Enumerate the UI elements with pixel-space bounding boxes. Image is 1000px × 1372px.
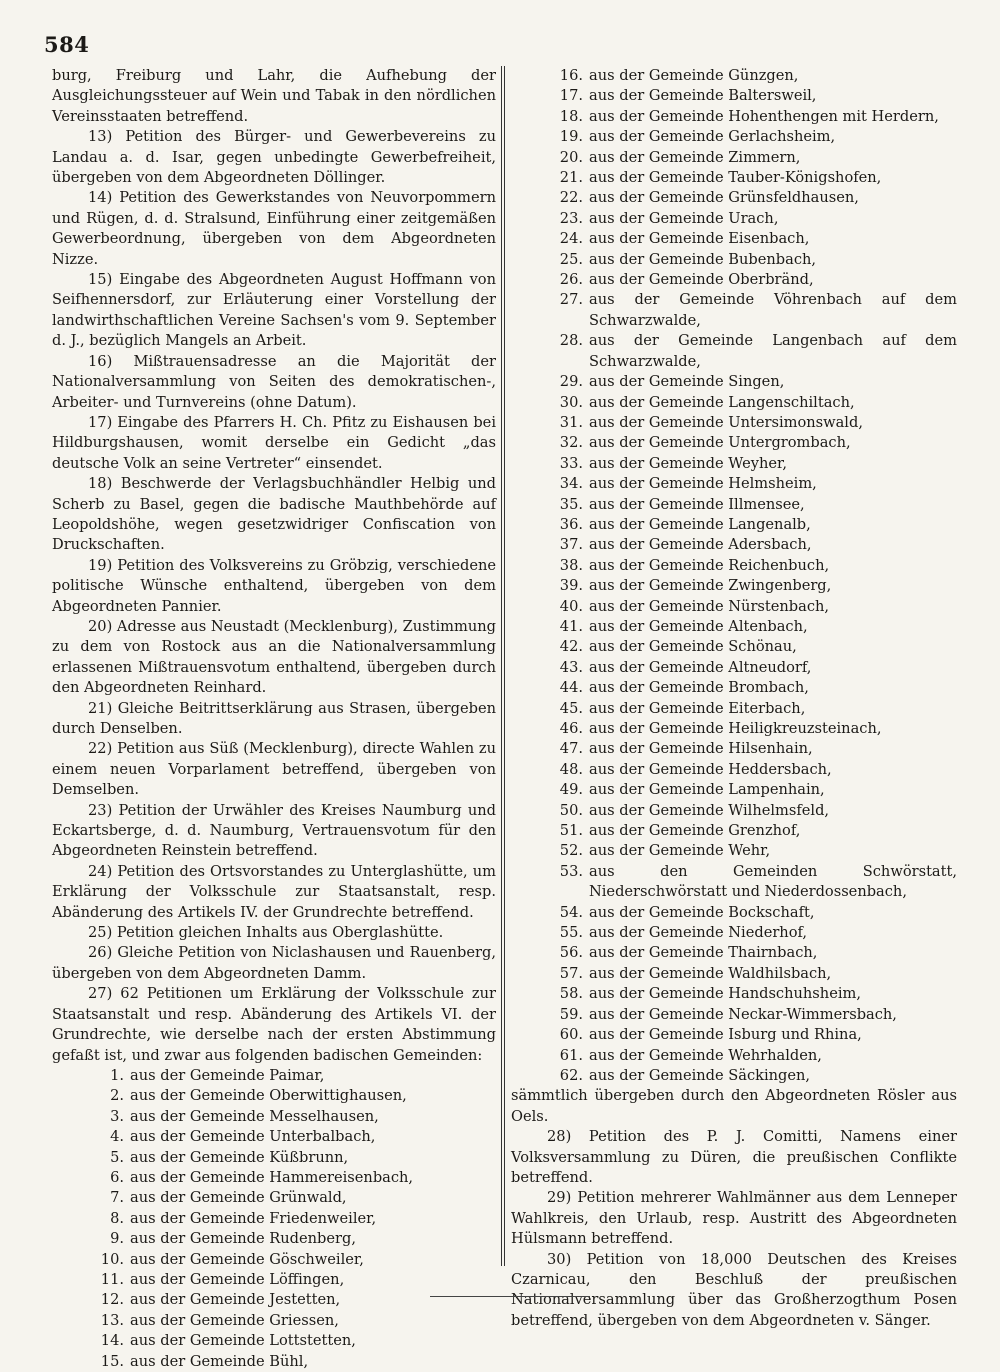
- petition-paragraph: 17) Eingabe des Pfarrers H. Ch. Pfitz zu Eishausen bei Hildburgshausen, womit derselbe ein Gedicht „das deutsche Volk an seine Vertreter“ einsendet.: [52, 413, 496, 472]
- list-item: [511, 290, 957, 331]
- list-item-text: aus den Gemeinden Schwörstatt, Niederschwörstatt und Niederdossenbach,: [589, 862, 957, 901]
- list-item-number: 26.: [559, 271, 583, 289]
- list-item-number: 37.: [559, 536, 583, 554]
- list-item-text: aus der Gemeinde Heddersbach,: [589, 760, 832, 778]
- list-item: [511, 964, 957, 984]
- list-item-number: 13.: [100, 1311, 124, 1329]
- list-item: [511, 556, 957, 576]
- list-item-text: aus der Gemeinde Lottstetten,: [130, 1332, 356, 1350]
- list-item-number: 2.: [110, 1087, 124, 1105]
- list-item-text: aus der Gemeinde Griessen,: [130, 1311, 339, 1329]
- list-item-text: aus der Gemeinde Hammereisenbach,: [130, 1168, 414, 1186]
- list-item: [511, 127, 957, 147]
- list-item-number: 44.: [559, 679, 583, 697]
- list-item-text: aus der Gemeinde Eisenbach,: [589, 230, 810, 248]
- list-item-text: aus der Gemeinde Singen,: [589, 373, 785, 391]
- list-item-text: aus der Gemeinde Tauber-Königshofen,: [589, 169, 882, 187]
- list-item: [511, 393, 957, 413]
- list-item-text: aus der Gemeinde Bockschaft,: [589, 903, 815, 921]
- list-item-number: 33.: [559, 454, 583, 472]
- list-item-text: aus der Gemeinde Neckar-Wimmersbach,: [589, 1005, 897, 1023]
- list-item: [511, 209, 957, 229]
- list-item-number: 19.: [559, 128, 583, 146]
- right-community-list: [511, 66, 957, 1086]
- list-item: [511, 780, 957, 800]
- list-item: [52, 1250, 496, 1270]
- list-item-text: aus der Gemeinde Löffingen,: [130, 1270, 345, 1288]
- list-item-number: 41.: [559, 617, 583, 635]
- list-item: [511, 739, 957, 759]
- list-item: [52, 1209, 496, 1229]
- list-item: [511, 719, 957, 739]
- list-item-text: aus der Gemeinde Grenzhof,: [589, 822, 801, 840]
- list-item-text: aus der Gemeinde Oberbränd,: [589, 271, 814, 289]
- list-item: [511, 841, 957, 861]
- list-item-text: aus der Gemeinde Lampenhain,: [589, 781, 825, 799]
- petition-paragraph: 23) Petition der Urwähler des Kreises Naumburg und Eckartsberge, d. d. Naumburg, Vertrauensvotum für den Abgeordneten Reinstein betreffend.: [52, 801, 496, 860]
- list-item-text: aus der Gemeinde Untersimonswald,: [589, 413, 863, 431]
- list-item-text: aus der Gemeinde Langenalb,: [589, 515, 811, 533]
- list-item-number: 14.: [100, 1332, 124, 1350]
- list-item-number: 59.: [559, 1005, 583, 1023]
- petition-paragraph: 13) Petition des Bürger- und Gewerbevereins zu Landau a. d. Isar, gegen unbedingte Gewerbefreiheit, übergeben von dem Abgeordneten Döllinger.: [52, 128, 496, 187]
- list-item: [511, 943, 957, 963]
- list-item: [52, 1168, 496, 1188]
- left-paragraphs: [52, 127, 496, 1066]
- petition-paragraph: 30) Petition von 18,000 Deutschen des Kreises Czarnicau, den Beschluß der preußischen Nationalversammlung über das Großherzogthum Posen betreffend, übergeben von dem Abgeordneten v. Sänger.: [511, 1250, 957, 1329]
- list-item-number: 42.: [559, 638, 583, 656]
- list-item: [511, 270, 957, 290]
- list-item-text: aus der Gemeinde Adersbach,: [589, 536, 812, 554]
- left-community-list: [52, 1066, 496, 1372]
- list-item: [511, 229, 957, 249]
- list-item-number: 22.: [559, 189, 583, 207]
- list-item-text: aus der Gemeinde Eiterbach,: [589, 699, 806, 717]
- list-item-number: 6.: [110, 1168, 124, 1186]
- list-item: [52, 1270, 496, 1290]
- list-item: [511, 66, 957, 86]
- list-item-number: 48.: [559, 760, 583, 778]
- list-item: [511, 923, 957, 943]
- list-item-number: 4.: [110, 1128, 124, 1146]
- list-item: [511, 658, 957, 678]
- petition-paragraph: 14) Petition des Gewerkstandes von Neuvorpommern und Rügen, d. d. Stralsund, Einführung einer zeitgemäßen Gewerbeordnung, übergeben von dem Abgeordneten Nizze.: [52, 189, 496, 268]
- list-item-number: 56.: [559, 944, 583, 962]
- list-item-number: 18.: [559, 107, 583, 125]
- list-item-number: 35.: [559, 495, 583, 513]
- list-item-text: aus der Gemeinde Günzgen,: [589, 67, 799, 84]
- list-item: [511, 699, 957, 719]
- list-item: [511, 617, 957, 637]
- list-item: [511, 454, 957, 474]
- list-item: [511, 1005, 957, 1025]
- list-item-text: aus der Gemeinde Brombach,: [589, 679, 809, 697]
- list-item-number: 40.: [559, 597, 583, 615]
- list-item-number: 9.: [110, 1230, 124, 1248]
- list-item: [52, 1127, 496, 1147]
- list-item-number: 39.: [559, 577, 583, 595]
- list-item: [52, 1148, 496, 1168]
- list-item-number: 17.: [559, 87, 583, 105]
- list-item: [511, 474, 957, 494]
- list-item-text: aus der Gemeinde Reichenbuch,: [589, 556, 830, 574]
- list-item: [52, 1331, 496, 1351]
- list-item: [511, 637, 957, 657]
- list-item-text: aus der Gemeinde Wilhelmsfeld,: [589, 801, 830, 819]
- right-column: [511, 66, 957, 1331]
- list-item: [511, 148, 957, 168]
- list-item: [511, 413, 957, 433]
- list-item-number: 50.: [559, 801, 583, 819]
- list-item: [511, 535, 957, 555]
- list-item-number: 30.: [559, 393, 583, 411]
- list-item: [511, 250, 957, 270]
- list-item-text: aus der Gemeinde Jestetten,: [130, 1291, 341, 1309]
- list-item: [511, 495, 957, 515]
- left-column: [52, 66, 496, 1372]
- list-item-number: 8.: [110, 1209, 124, 1227]
- list-item-text: aus der Gemeinde Bubenbach,: [589, 250, 817, 268]
- list-item-number: 57.: [559, 964, 583, 982]
- list-item-number: 25.: [559, 250, 583, 268]
- list-item-text: aus der Gemeinde Waldhilsbach,: [589, 964, 832, 982]
- list-item-number: 5.: [110, 1148, 124, 1166]
- list-item-number: 52.: [559, 842, 583, 860]
- list-item: [511, 107, 957, 127]
- list-item-text: aus der Gemeinde Messelhausen,: [130, 1107, 379, 1125]
- petition-paragraph: 19) Petition des Volksvereins zu Gröbzig, verschiedene politische Wünsche enthaltend, übergeben von dem Abgeordneten Pannier.: [52, 556, 496, 615]
- list-item-text: aus der Gemeinde Altneudorf,: [589, 658, 812, 676]
- list-item: [511, 678, 957, 698]
- list-item-text: aus der Gemeinde Grünsfeldhausen,: [589, 189, 859, 207]
- list-item-number: 61.: [559, 1046, 583, 1064]
- column-divider: [501, 66, 505, 1266]
- list-item-text: aus der Gemeinde Schönau,: [589, 638, 797, 656]
- list-item: [52, 1107, 496, 1127]
- list-item: [511, 1046, 957, 1066]
- list-item: [511, 801, 957, 821]
- list-item-text: aus der Gemeinde Urach,: [589, 209, 779, 227]
- list-item: [511, 760, 957, 780]
- list-item-number: 43.: [559, 658, 583, 676]
- list-item: [511, 515, 957, 535]
- list-item-text: aus der Gemeinde Nürstenbach,: [589, 597, 830, 615]
- list-item: [511, 372, 957, 392]
- list-item-number: 12.: [100, 1291, 124, 1309]
- petition-paragraph: 21) Gleiche Beitrittserklärung aus Strasen, übergeben durch Denselben.: [52, 699, 496, 737]
- list-item-text: aus der Gemeinde Hilsenhain,: [589, 740, 813, 758]
- list-item: [52, 1086, 496, 1106]
- list-item-number: 3.: [110, 1107, 124, 1125]
- list-item-text: aus der Gemeinde Wehr,: [589, 842, 771, 860]
- list-item-number: 53.: [559, 862, 583, 880]
- list-item: [511, 168, 957, 188]
- list-item-number: 7.: [110, 1189, 124, 1207]
- list-item-text: aus der Gemeinde Friedenweiler,: [130, 1209, 377, 1227]
- list-item-number: 38.: [559, 556, 583, 574]
- list-item-text: aus der Gemeinde Thairnbach,: [589, 944, 818, 962]
- list-item-number: 31.: [559, 413, 583, 431]
- list-item-number: 23.: [559, 209, 583, 227]
- list-item-text: aus der Gemeinde Handschuhsheim,: [589, 985, 861, 1003]
- petition-paragraph: 25) Petition gleichen Inhalts aus Oberglashütte.: [88, 924, 444, 942]
- list-item-text: aus der Gemeinde Rudenberg,: [130, 1230, 356, 1248]
- list-item-number: 27.: [559, 291, 583, 309]
- closing-line: sämmtlich übergeben durch den Abgeordneten Rösler aus Oels.: [511, 1087, 957, 1125]
- list-item: [52, 1188, 496, 1208]
- list-item-text: aus der Gemeinde Heiligkreuzsteinach,: [589, 720, 882, 737]
- list-item: [52, 1066, 496, 1086]
- list-item: [511, 86, 957, 106]
- list-item-number: 15.: [100, 1352, 124, 1370]
- list-item-number: 62.: [559, 1066, 583, 1084]
- list-item-number: 21.: [559, 169, 583, 187]
- list-item-number: 11.: [100, 1270, 124, 1288]
- petition-paragraph: 15) Eingabe des Abgeordneten August Hoffmann von Seifhennersdorf, zur Erläuterung einer Vorstellung der landwirthschaftlichen Vereine Sachsen's vom 9. September d. J., bezüglich Mangels an Arbeit.: [52, 271, 496, 350]
- list-item: [511, 576, 957, 596]
- list-item-text: aus der Gemeinde Zwingenberg,: [589, 577, 832, 595]
- list-item-text: aus der Gemeinde Altenbach,: [589, 617, 808, 635]
- list-item-number: 20.: [559, 148, 583, 166]
- list-item-number: 34.: [559, 475, 583, 493]
- petition-paragraph: 24) Petition des Ortsvorstandes zu Unterglashütte, um Erklärung der Volksschule zur Staatsanstalt, resp. Abänderung des Artikels IV. der Grundrechte betreffend.: [52, 862, 496, 921]
- list-item-number: 32.: [559, 434, 583, 452]
- list-item-text: aus der Gemeinde Vöhrenbach auf dem Schwarzwalde,: [589, 291, 957, 329]
- list-item-text: aus der Gemeinde Niederhof,: [589, 924, 808, 942]
- list-item: [511, 984, 957, 1004]
- list-item-number: 45.: [559, 699, 583, 717]
- list-item-text: aus der Gemeinde Langenbach auf dem Schwarzwalde,: [589, 332, 957, 370]
- list-item-text: aus der Gemeinde Bühl,: [130, 1352, 309, 1370]
- petition-paragraph: 27) 62 Petitionen um Erklärung der Volksschule zur Staatsanstalt und resp. Abänderung des Artikels VI. der Grundrechte, wie derselbe nach der ersten Abstimmung gefaßt ist, und zwar aus folgenden badischen Gemeinden:: [52, 985, 496, 1064]
- list-item-number: 1.: [110, 1066, 124, 1084]
- list-item-number: 10.: [100, 1250, 124, 1268]
- list-item-text: aus der Gemeinde Gerlachsheim,: [589, 128, 836, 146]
- list-item: [511, 188, 957, 208]
- petition-paragraph: 29) Petition mehrerer Wahlmänner aus dem Lenneper Wahlkreis, den Urlaub, resp. Austritt des Abgeordneten Hülsmann betreffend.: [511, 1189, 957, 1248]
- page-number: 584: [44, 32, 90, 57]
- intro-paragraph: burg, Freiburg und Lahr, die Aufhebung der Ausgleichungssteuer auf Wein und Tabak in den nördlichen Vereinsstaaten betreffend.: [52, 67, 496, 125]
- list-item-number: 16.: [559, 67, 583, 84]
- list-item: [52, 1229, 496, 1249]
- list-item-number: 60.: [559, 1026, 583, 1044]
- list-item-text: aus der Gemeinde Weyher,: [589, 454, 788, 472]
- list-item: [52, 1311, 496, 1331]
- list-item-text: aus der Gemeinde Langenschiltach,: [589, 393, 855, 411]
- petition-paragraph: 18) Beschwerde der Verlagsbuchhändler Helbig und Scherb zu Basel, gegen die badische Mauthbehörde auf Leopoldshöhe, wegen gesetzwidriger Confiscation von Druckschaften.: [52, 475, 496, 554]
- list-item-text: aus der Gemeinde Oberwittighausen,: [130, 1087, 407, 1105]
- list-item: [52, 1290, 496, 1310]
- list-item-text: aus der Gemeinde Unterbalbach,: [130, 1128, 376, 1146]
- list-item-number: 29.: [559, 373, 583, 391]
- petition-paragraph: 16) Mißtrauensadresse an die Majorität der Nationalversammlung von Seiten des demokratischen-, Arbeiter- und Turnvereins (ohne Datum).: [52, 352, 496, 411]
- list-item-number: 55.: [559, 924, 583, 942]
- petition-paragraph: 28) Petition des P. J. Comitti, Namens einer Volksversammlung zu Düren, die preußischen Conflikte betreffend.: [511, 1128, 957, 1186]
- list-item-text: aus der Gemeinde Untergrombach,: [589, 434, 851, 452]
- list-item: [511, 597, 957, 617]
- list-item: [511, 331, 957, 372]
- list-item-text: aus der Gemeinde Zimmern,: [589, 148, 801, 166]
- list-item: [511, 1066, 957, 1086]
- petition-paragraph: 26) Gleiche Petition von Niclashausen und Rauenberg, übergeben von dem Abgeordneten Damm.: [52, 944, 496, 982]
- list-item-text: aus der Gemeinde Illmensee,: [589, 495, 805, 513]
- petition-paragraph: 20) Adresse aus Neustadt (Mecklenburg), Zustimmung zu dem von Rostock aus an die Nationalversammlung erlassenen Mißtrauensvotum enthaltend, übergeben durch den Abgeordneten Reinhard.: [52, 617, 496, 697]
- list-item-text: aus der Gemeinde Helmsheim,: [589, 475, 817, 493]
- list-item-number: 47.: [559, 740, 583, 758]
- list-item-number: 51.: [559, 822, 583, 840]
- list-item: [511, 821, 957, 841]
- list-item-text: aus der Gemeinde Isburg und Rhina,: [589, 1026, 862, 1044]
- list-item-number: 49.: [559, 781, 583, 799]
- list-item: [511, 1025, 957, 1045]
- list-item-number: 58.: [559, 985, 583, 1003]
- list-item: [511, 862, 957, 903]
- list-item-text: aus der Gemeinde Paimar,: [130, 1066, 325, 1084]
- list-item-text: aus der Gemeinde Küßbrunn,: [130, 1148, 349, 1166]
- list-item-text: aus der Gemeinde Hohenthengen mit Herdern,: [589, 107, 939, 125]
- list-item-number: 54.: [559, 903, 583, 921]
- list-item-number: 46.: [559, 720, 583, 737]
- footer-rule: [430, 1296, 590, 1297]
- list-item-number: 28.: [559, 332, 583, 350]
- list-item: [511, 903, 957, 923]
- list-item-text: aus der Gemeinde Wehrhalden,: [589, 1046, 822, 1064]
- list-item-number: 36.: [559, 515, 583, 533]
- petition-paragraph: 22) Petition aus Süß (Mecklenburg), directe Wahlen zu einem neuen Vorparlament betreffend, übergeben von Demselben.: [52, 740, 496, 799]
- list-item-number: 24.: [559, 230, 583, 248]
- list-item: [511, 433, 957, 453]
- list-item-text: aus der Gemeinde Baltersweil,: [589, 87, 817, 105]
- list-item-text: aus der Gemeinde Göschweiler,: [130, 1250, 364, 1268]
- list-item: [52, 1352, 496, 1372]
- list-item-text: aus der Gemeinde Grünwald,: [130, 1189, 347, 1207]
- list-item-text: aus der Gemeinde Säckingen,: [589, 1066, 811, 1084]
- right-paragraphs: [511, 1127, 957, 1331]
